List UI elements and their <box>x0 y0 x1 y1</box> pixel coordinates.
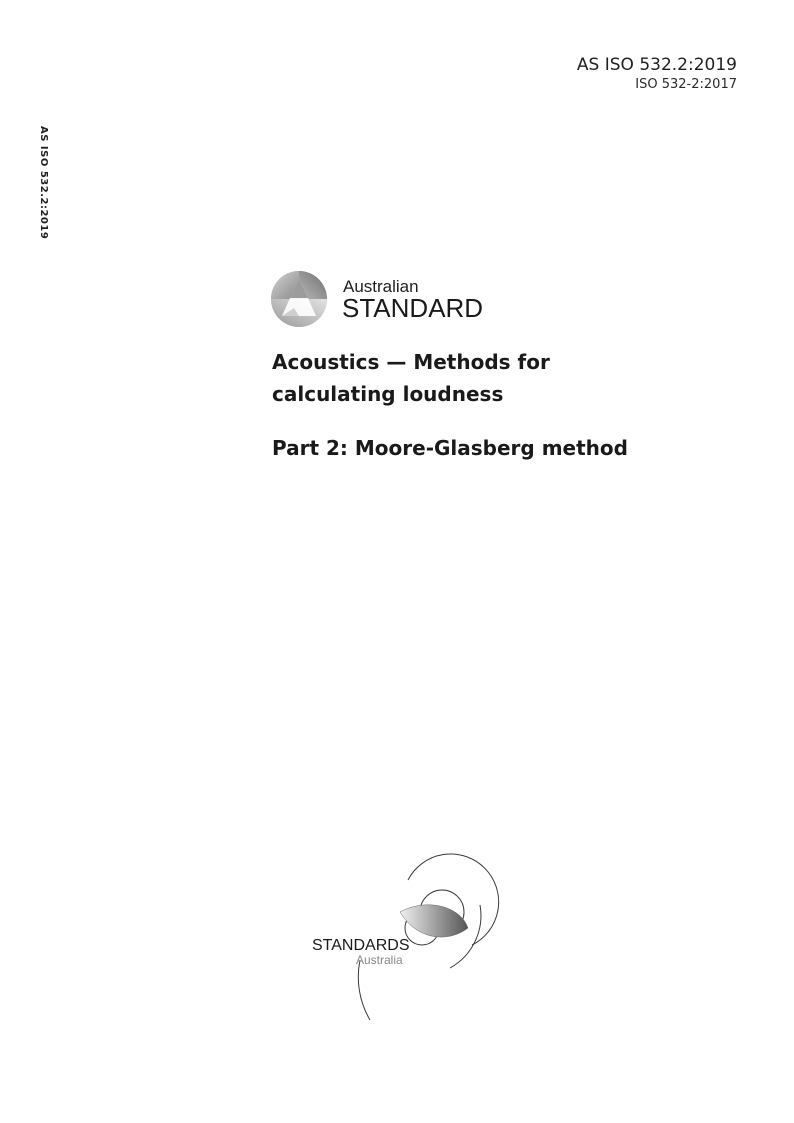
document-title <box>272 346 732 410</box>
spine-label: AS ISO 532.2:2019 <box>38 126 49 240</box>
australian-standard-logo <box>270 270 490 330</box>
standard-designation <box>577 54 737 94</box>
triangle-globe-icon <box>271 271 327 327</box>
leaf-shape-icon <box>400 905 468 937</box>
standards-australia-logo <box>300 850 500 1030</box>
logo-word-standard: STANDARD <box>342 293 484 323</box>
as-designation: AS ISO 532.2:2019 <box>576 55 737 75</box>
title-line-1: Acoustics — Methods for <box>272 350 550 374</box>
title-line-2: calculating loudness <box>272 382 504 406</box>
logo-word-australian: Australian <box>343 277 419 296</box>
logo-word-australia: Australia <box>356 953 403 967</box>
document-part-title: Part 2: Moore-Glasberg method <box>272 436 628 460</box>
iso-designation: ISO 532-2:2017 <box>635 77 737 92</box>
document-title-block <box>272 346 732 462</box>
logo-word-standards: STANDARDS <box>312 937 410 954</box>
